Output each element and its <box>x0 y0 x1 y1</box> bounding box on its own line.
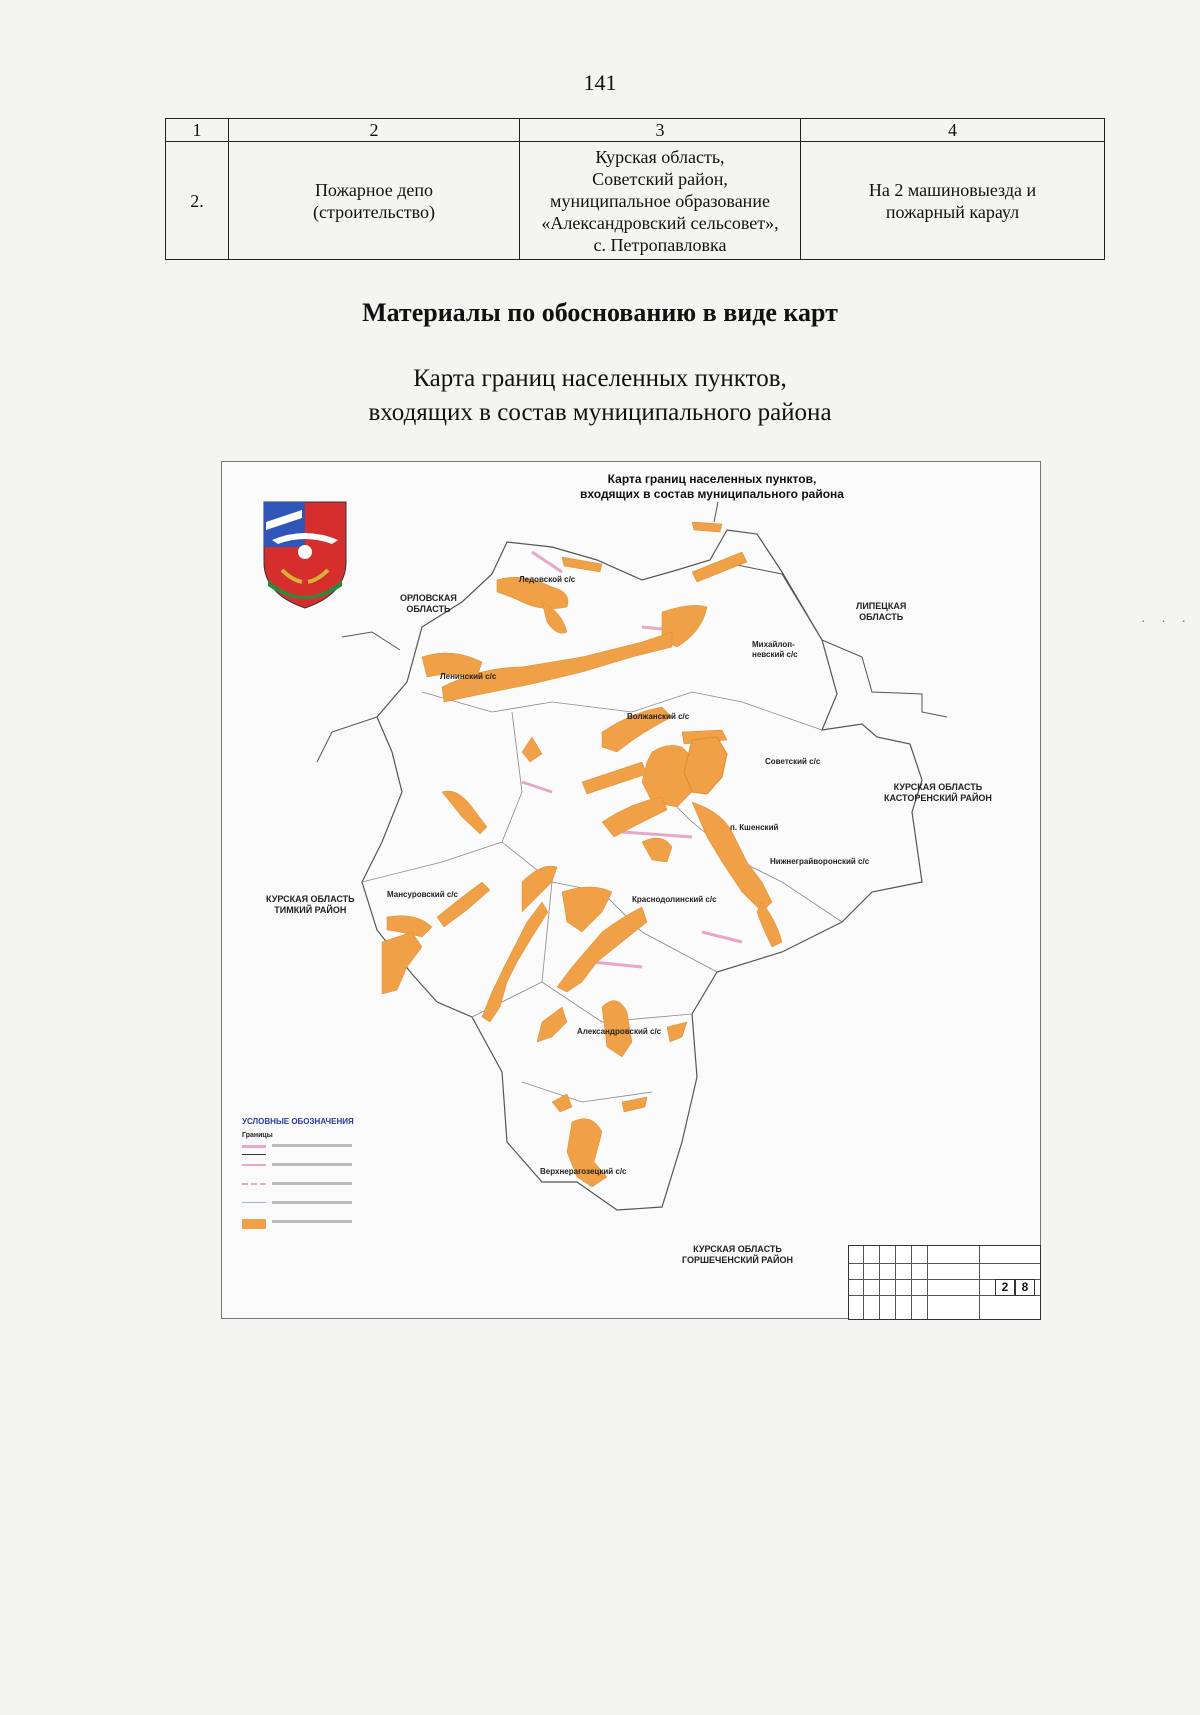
district-map <box>221 461 1041 1319</box>
object-capacity <box>801 142 1105 260</box>
legend-text <box>272 1201 352 1204</box>
object-line: Пожарное депо <box>314 179 434 200</box>
scan-artifact: · · · <box>1141 615 1192 630</box>
object-location <box>520 142 801 260</box>
legend-symbol-settlement <box>242 1219 266 1229</box>
area-mansurovsky: Мансуровский с/с <box>387 890 458 899</box>
legend-symbol-region <box>242 1164 266 1172</box>
legend-item <box>242 1139 372 1158</box>
object-name <box>229 142 520 260</box>
area-mikhailo <box>752 640 798 660</box>
region-label-line: КУРСКАЯ ОБЛАСТЬ <box>693 1244 782 1254</box>
legend-text <box>272 1163 352 1166</box>
stamp-column <box>863 1246 864 1319</box>
area-sovetsky: Советский с/с <box>765 757 821 766</box>
region-label-line: ОБЛАСТЬ <box>859 612 904 622</box>
coat-of-arms-icon <box>264 502 346 608</box>
row-number: 2. <box>166 142 229 260</box>
location-line: Советский район, <box>592 168 728 189</box>
area-alexandrovsky: Александровский с/с <box>577 1027 662 1036</box>
title-block <box>848 1245 1041 1320</box>
region-tim <box>266 894 355 916</box>
legend-text <box>272 1220 352 1223</box>
area-volzhansky: Волжанский с/с <box>627 712 690 721</box>
legend-text <box>272 1182 352 1185</box>
area-kshensky: п. Кшенский <box>730 823 779 832</box>
map-title-line: Карта границ населенных пунктов, <box>607 472 817 486</box>
legend-item <box>242 1158 372 1177</box>
region-label-line: ГОРШЕЧЕНСКИЙ РАЙОН <box>682 1255 793 1265</box>
area-nizhnegr: Нижнеграйворонский с/с <box>770 857 870 866</box>
region-label-line: КАСТОРЕНСКИЙ РАЙОН <box>884 793 992 803</box>
region-label-line: ТИМКИЙ РАЙОН <box>274 905 347 915</box>
legend-symbol-settlement-boundary <box>242 1202 266 1209</box>
capacity-line: На 2 машиновыезда и <box>868 179 1037 200</box>
map-title-line: входящих в состав муниципального района <box>580 487 844 501</box>
region-label-line: КУРСКАЯ ОБЛАСТЬ <box>893 782 983 792</box>
table-header-cell: 4 <box>801 119 1105 142</box>
area-label-line: Михайлоп- <box>752 640 795 649</box>
legend-item <box>242 1215 372 1234</box>
region-label-line: ЛИПЕЦКАЯ <box>856 601 907 611</box>
legend-subtitle: Границы <box>242 1132 273 1139</box>
region-label-line: ОРЛОВСКАЯ <box>400 593 457 603</box>
object-line: (строительство) <box>313 201 435 222</box>
region-lipetsk <box>856 601 906 623</box>
objects-table <box>165 118 1105 260</box>
location-line: с. Петропавловка <box>593 234 727 255</box>
region-label-line: ОБЛАСТЬ <box>406 604 451 614</box>
location-line: Курская область, <box>595 146 725 167</box>
region-label-line: КУРСКАЯ ОБЛАСТЬ <box>266 894 355 904</box>
area-leninsky: Ленинский с/с <box>440 672 497 681</box>
area-verkhneragozetsky: Верхнерагозецкий с/с <box>540 1167 627 1176</box>
table-header-cell: 3 <box>520 119 801 142</box>
stamp-rule <box>849 1263 1040 1264</box>
map-title <box>502 472 922 502</box>
region-kastornoe <box>884 782 992 804</box>
stamp-column <box>911 1246 912 1319</box>
area-label-line: невский с/с <box>752 650 798 659</box>
table-header-cell: 1 <box>166 119 229 142</box>
map-legend <box>242 1117 372 1234</box>
area-ledovsky: Ледовской с/с <box>519 575 576 584</box>
region-orel <box>400 593 457 615</box>
legend-symbol-district <box>242 1145 266 1155</box>
stamp-rule <box>979 1246 980 1319</box>
table-header-row <box>166 119 1105 142</box>
capacity-line: пожарный караул <box>885 201 1020 222</box>
map-caption-line: входящих в состав муниципального района <box>368 399 832 426</box>
region-gorshechnoe <box>682 1244 793 1266</box>
page-number: 141 <box>583 70 617 95</box>
legend-title: УСЛОВНЫЕ ОБОЗНАЧЕНИЯ <box>242 1117 354 1126</box>
map-caption-line: Карта границ населенных пунктов, <box>413 365 787 392</box>
sheet-count: 8 <box>1015 1279 1035 1296</box>
stamp-column <box>895 1246 896 1319</box>
map-caption <box>0 362 1200 430</box>
stamp-column <box>927 1246 928 1319</box>
area-krasnodolinsky: Краснодолинский с/с <box>632 895 717 904</box>
table-header-cell: 2 <box>229 119 520 142</box>
stamp-column <box>879 1246 880 1319</box>
legend-item <box>242 1177 372 1196</box>
location-line: муниципальное образование <box>550 190 770 211</box>
sheet-number: 2 <box>995 1279 1015 1296</box>
legend-item <box>242 1196 372 1215</box>
district-boundary <box>362 530 922 1210</box>
legend-symbol-municipal <box>242 1183 266 1191</box>
location-line: «Александровский сельсовет», <box>541 212 779 233</box>
section-heading: Материалы по обоснованию в виде карт <box>362 298 838 327</box>
legend-text <box>272 1144 352 1147</box>
table-row <box>166 142 1105 260</box>
